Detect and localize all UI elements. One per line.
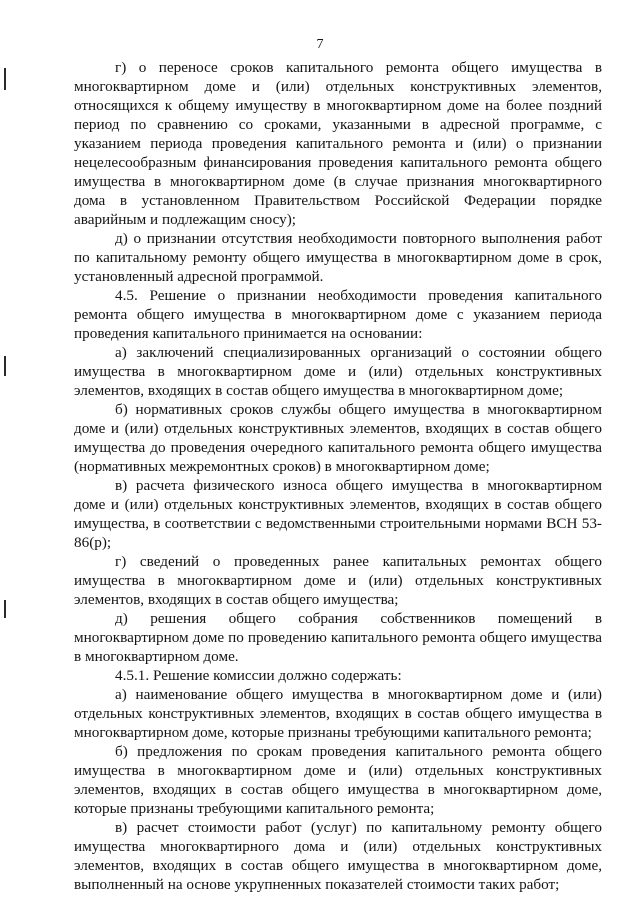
scan-edge-mark [4, 356, 6, 376]
scan-edge-mark [4, 600, 6, 618]
paragraph-d-no-repeat: д) о признании отсутствия необходимости повторного выполнения работ по капитальному ремонту общего имущества в многоквартирном доме в срок, установленный адресной программой. [74, 230, 602, 285]
paragraph-4-5-heading: 4.5. Решение о признании необходимости проведения капитального ремонта общего имущества в многоквартирном доме с указанием периода проведения капитального принимается на основании: [74, 287, 602, 342]
page-number: 7 [316, 37, 324, 52]
paragraph-a-property-name: а) наименование общего имущества в многоквартирном доме и (или) отдельных конструктивных элементов, входящих в состав общего имущества в многоквартирном доме, которые признаны требующими капитального ремонта; [74, 686, 602, 741]
paragraph-a-conclusions: а) заключений специализированных организаций о состоянии общего имущества в многоквартирном доме и (или) отдельных конструктивных элементов, входящих в состав общего имущества в многоквартирном доме; [74, 344, 602, 399]
scan-edge-mark [4, 68, 6, 90]
paragraph-d-owners-meeting: д) решения общего собрания собственников помещений в многоквартирном доме по проведению капитального ремонта общего имущества в многоквартирном доме. [74, 610, 602, 665]
paragraph-v-wear-calculation: в) расчета физического износа общего имущества в многоквартирном доме и (или) отдельных конструктивных элементов, входящих в состав общего имущества, в соответствии с ведомственными строительными нормами ВСН 53-86(р); [74, 477, 602, 551]
paragraph-g-previous-repairs: г) сведений о проведенных ранее капитальных ремонтах общего имущества в многоквартирном доме и (или) отдельных конструктивных элементов, входящих в состав общего имущества; [74, 553, 602, 608]
paragraph-b-service-life: б) нормативных сроков службы общего имущества в многоквартирном доме и (или) отдельных конструктивных элементов, входящих в состав общего имущества до проведения очередного капитального ремонта общего имущества (нормативных межремонтных сроков) в многоквартирном доме; [74, 401, 602, 475]
paragraph-g-postpone: г) о переносе сроков капитального ремонта общего имущества в многоквартирном доме и (или) отдельных конструктивных элементов, относящихся к общему имуществу в многоквартирном доме на более поздний период по сравнению со сроками, указанными в адресной программе, с указанием периода проведения капитального ремонта и (или) о признании нецелесообразным финансирования проведения капитального ремонта общего имущества в многоквартирном доме (в случае признания многоквартирного дома в установленном Правительством Российской Федерации порядке аварийным и подлежащим сносу); [74, 59, 602, 228]
paragraph-4-5-1-heading: 4.5.1. Решение комиссии должно содержать: [115, 667, 402, 684]
paragraph-v-cost-calculation: в) расчет стоимости работ (услуг) по капитальному ремонту общего имущества многоквартирного дома и (или) отдельных конструктивных элементов, входящих в состав общего имущества в многоквартирном доме, выполненный на основе укрупненных показателей стоимости таких работ; [74, 819, 602, 893]
paragraph-b-repair-terms: б) предложения по срокам проведения капитального ремонта общего имущества в многоквартирном доме и (или) отдельных конструктивных элементов, входящих в состав общего имущества в многоквартирном доме, которые признаны требующими капитального ремонта; [74, 743, 602, 817]
document-body [74, 58, 602, 894]
